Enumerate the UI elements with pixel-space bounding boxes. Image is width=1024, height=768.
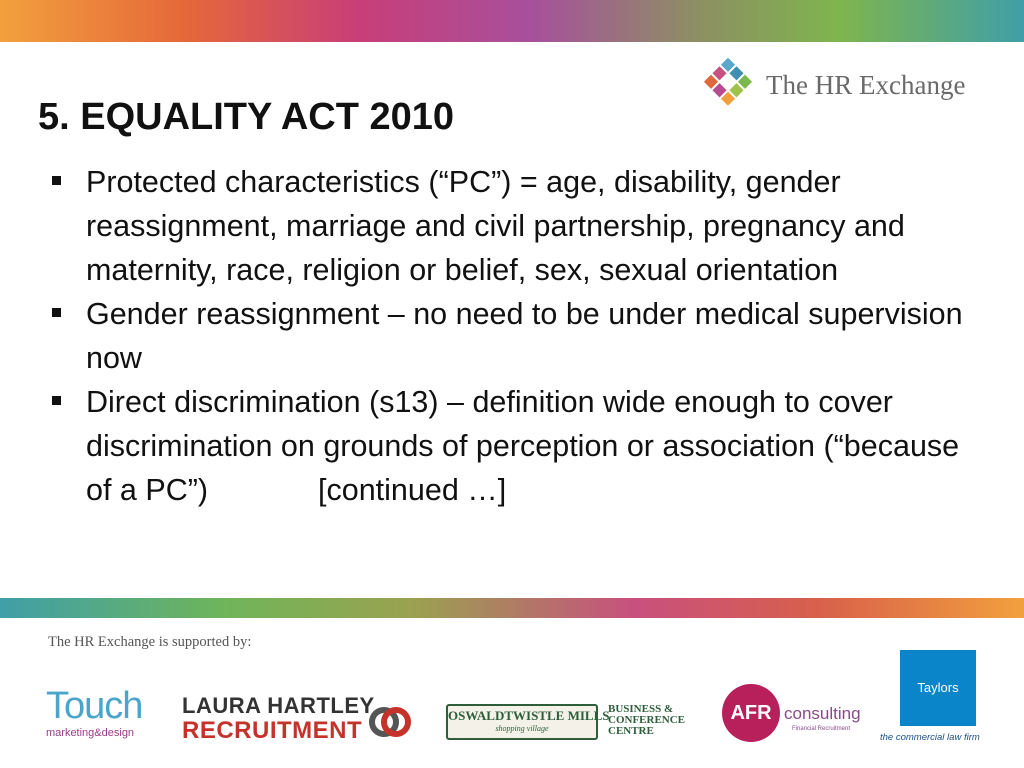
- slide-title: 5. EQUALITY ACT 2010: [38, 96, 455, 138]
- afr-consulting-logo: [722, 684, 862, 744]
- laura-hartley-line1: LAURA HARTLEY: [182, 693, 375, 718]
- centre-line: CENTRE: [608, 725, 654, 737]
- square-bullet-icon: [52, 396, 61, 405]
- oswaldtwistle-name: OSWALDTWISTLE MILLS: [448, 708, 610, 723]
- oswaldtwistle-badge: [446, 704, 610, 740]
- afr-word: consulting: [784, 704, 861, 723]
- oswaldtwistle-sub: shopping village: [495, 724, 549, 733]
- taylors-logo: [880, 650, 980, 750]
- bottom-gradient-bar: [0, 598, 1024, 618]
- bullet-text: Protected characteristics (“PC”) = age, disability, gender reassignment, marriage and civil partnership, pregnancy and maternity, race, religion or belief, sex, sexual orientation: [86, 165, 905, 287]
- square-bullet-icon: [52, 308, 61, 317]
- centre-line: CONFERENCE: [608, 714, 686, 726]
- brand-name: The HR Exchange: [766, 70, 966, 100]
- taylors-name: Taylors: [900, 650, 976, 726]
- bullet-text: Gender reassignment – no need to be under medical supervision now: [86, 297, 963, 375]
- supported-by-label: The HR Exchange is supported by:: [48, 634, 252, 650]
- bullet-item: [46, 160, 986, 292]
- top-gradient-bar: [0, 0, 1024, 42]
- hr-exchange-mark-icon: [700, 58, 756, 114]
- bullet-item: [46, 292, 986, 380]
- afr-initials: AFR: [722, 684, 780, 742]
- business-conference-centre: [608, 704, 685, 737]
- afr-sub: Financial Recruitment: [792, 726, 851, 732]
- touch-tagline: marketing&design: [46, 727, 135, 739]
- bullet-item: [46, 380, 986, 512]
- continued-note: [continued …]: [318, 473, 507, 507]
- bullet-text: Direct discrimination (s13) – definition wide enough to cover discrimination on grounds of perception or association (“because of a PC”): [86, 385, 960, 507]
- oswaldtwistle-mills-logo: [446, 704, 696, 740]
- bullet-list: [46, 160, 986, 512]
- hr-exchange-logo: [700, 58, 1000, 118]
- laura-hartley-logo: [182, 694, 422, 744]
- square-bullet-icon: [52, 176, 61, 185]
- centre-line: BUSINESS &: [608, 703, 674, 715]
- laura-hartley-mark-icon: [368, 698, 412, 742]
- laura-hartley-line2: RECRUITMENT: [182, 717, 363, 744]
- touch-name: Touch: [46, 685, 143, 727]
- touch-logo: [46, 686, 156, 746]
- taylors-tagline: the commercial law firm: [880, 732, 980, 743]
